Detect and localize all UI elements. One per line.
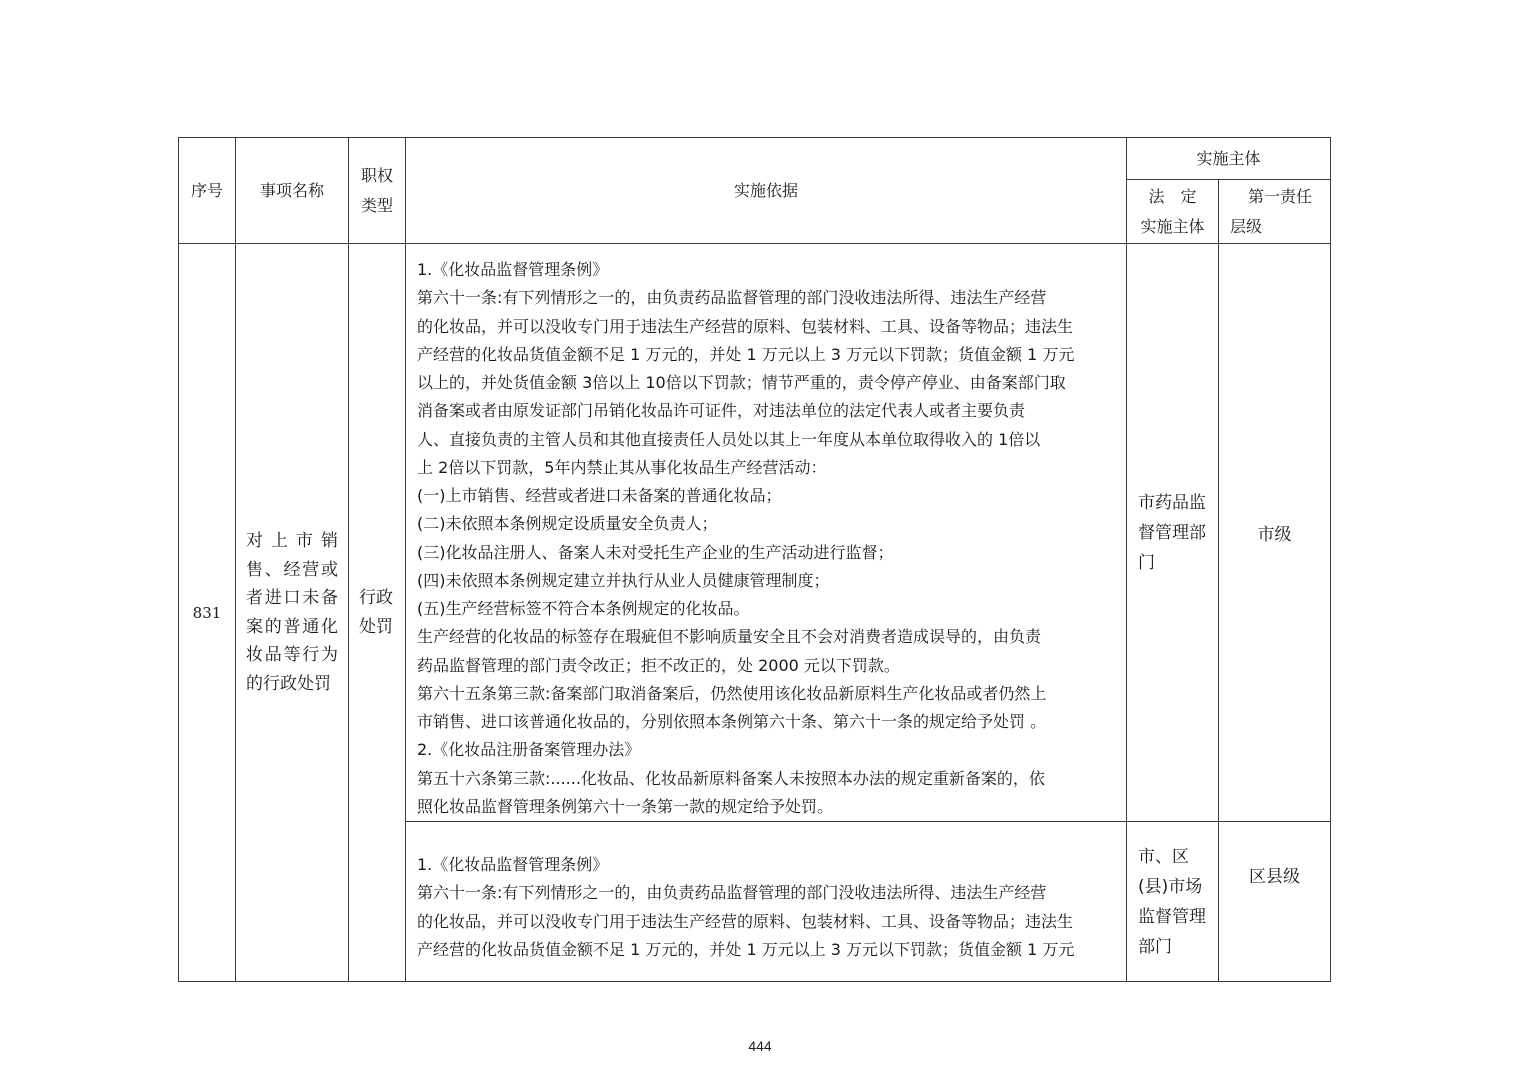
record-power-type: 行政处罚 bbox=[349, 244, 406, 982]
header-subject-group: 实施主体 bbox=[1127, 138, 1331, 180]
header-power-type bbox=[349, 138, 406, 244]
table-row bbox=[179, 244, 1331, 822]
basis-line: 1.《化妆品监督管理条例》 bbox=[417, 260, 609, 279]
basis-line: 产经营的化妆品货值金额不足 1 万元的，并处 1 万元以上 3 万元以下罚款；货值金额 1 万元 bbox=[417, 939, 1075, 959]
header-basis: 实施依据 bbox=[406, 138, 1127, 244]
record-basis-county bbox=[406, 822, 1127, 982]
record-item-name: 对上市销售、经营或者进口未备案的普通化妆品等行为的行政处罚 bbox=[236, 244, 349, 982]
basis-line: 的化妆品，并可以没收专门用于违法生产经营的原料、包装材料、工具、设备等物品；违法生 bbox=[417, 911, 1074, 931]
header-item-name: 事项名称 bbox=[236, 138, 349, 244]
basis-line: 第六十一条:有下列情形之一的，由负责药品监督管理的部门没收违法所得、违法生产经营 bbox=[417, 288, 1047, 308]
basis-line: 1.《化妆品监督管理条例》 bbox=[417, 855, 609, 874]
basis-line: 人、直接负责的主管人员和其他直接责任人员处以其上一年度从本单位取得收入的 1倍以 bbox=[417, 429, 1041, 449]
header-first-level-line2: 层级 bbox=[1230, 216, 1263, 236]
basis-line: 的化妆品，并可以没收专门用于违法生产经营的原料、包装材料、工具、设备等物品；违法生 bbox=[417, 316, 1074, 336]
basis-line: 第六十一条:有下列情形之一的，由负责药品监督管理的部门没收违法所得、违法生产经营 bbox=[417, 883, 1047, 903]
basis-line: (二)未依照本条例规定设质量安全负责人； bbox=[417, 514, 718, 534]
enforcement-table bbox=[178, 137, 1331, 982]
record-basis-city bbox=[406, 244, 1127, 822]
header-legal-subject bbox=[1127, 180, 1219, 244]
header-seq: 序号 bbox=[179, 138, 236, 244]
basis-line: 照化妆品监督管理条例第六十一条第一款的规定给予处罚。 bbox=[417, 796, 834, 816]
header-legal-subject-line2: 实施主体 bbox=[1140, 216, 1205, 236]
basis-line: (三)化妆品注册人、备案人未对受托生产企业的生产活动进行监督； bbox=[417, 542, 894, 562]
basis-line: 产经营的化妆品货值金额不足 1 万元的，并处 1 万元以上 3 万元以下罚款；货值金额 1 万元 bbox=[417, 344, 1075, 364]
basis-line: (四)未依照本条例规定建立并执行从业人员健康管理制度； bbox=[417, 570, 830, 590]
header-power-type-line2: 类型 bbox=[360, 195, 393, 215]
basis-line: 上 2倍以下罚款，5年内禁止其从事化妆品生产经营活动： bbox=[417, 457, 827, 477]
basis-line: 第五十六条第三款:......化妆品、化妆品新原料备案人未按照本办法的规定重新备案的，依 bbox=[417, 768, 1045, 788]
record-first-level-city: 市级 bbox=[1219, 244, 1331, 822]
basis-line: 药品监督管理的部门责令改正；拒不改正的，处 2000 元以下罚款。 bbox=[417, 655, 900, 675]
basis-line: (五)生产经营标签不符合本条例规定的化妆品。 bbox=[417, 599, 750, 618]
header-power-type-line1: 职权 bbox=[360, 165, 393, 185]
header-first-level-line1: 第一责任 bbox=[1248, 186, 1313, 206]
basis-line: 以上的，并处货值金额 3倍以上 10倍以下罚款；情节严重的，责令停产停业、由备案部门取 bbox=[417, 373, 1066, 392]
header-legal-subject-line1: 法 定 bbox=[1148, 186, 1197, 206]
basis-line: 生产经营的化妆品的标签存在瑕疵但不影响质量安全且不会对消费者造成误导的，由负责 bbox=[417, 627, 1042, 647]
record-first-level-county: 区县级 bbox=[1219, 822, 1331, 982]
basis-line: 第六十五条第三款:备案部门取消备案后，仍然使用该化妆品新原料生产化妆品或者仍然上 bbox=[417, 683, 1047, 703]
record-legal-subject-county: 市、区(县)市场监督管理部门 bbox=[1127, 822, 1219, 982]
basis-line: (一)上市销售、经营或者进口未备案的普通化妆品； bbox=[417, 486, 782, 505]
page-number: 444 bbox=[748, 1038, 772, 1054]
basis-line: 消备案或者由原发证部门吊销化妆品许可证件，对违法单位的法定代表人或者主要负责 bbox=[417, 401, 1026, 421]
record-seq: 831 bbox=[179, 244, 236, 982]
basis-line: 2.《化妆品注册备案管理办法》 bbox=[417, 740, 641, 760]
basis-line: 市销售、进口该普通化妆品的，分别依照本条例第六十条、第六十一条的规定给予处罚 。 bbox=[417, 712, 1047, 731]
header-first-level bbox=[1219, 180, 1331, 244]
record-legal-subject-city: 市药品监督管理部门 bbox=[1127, 244, 1219, 822]
